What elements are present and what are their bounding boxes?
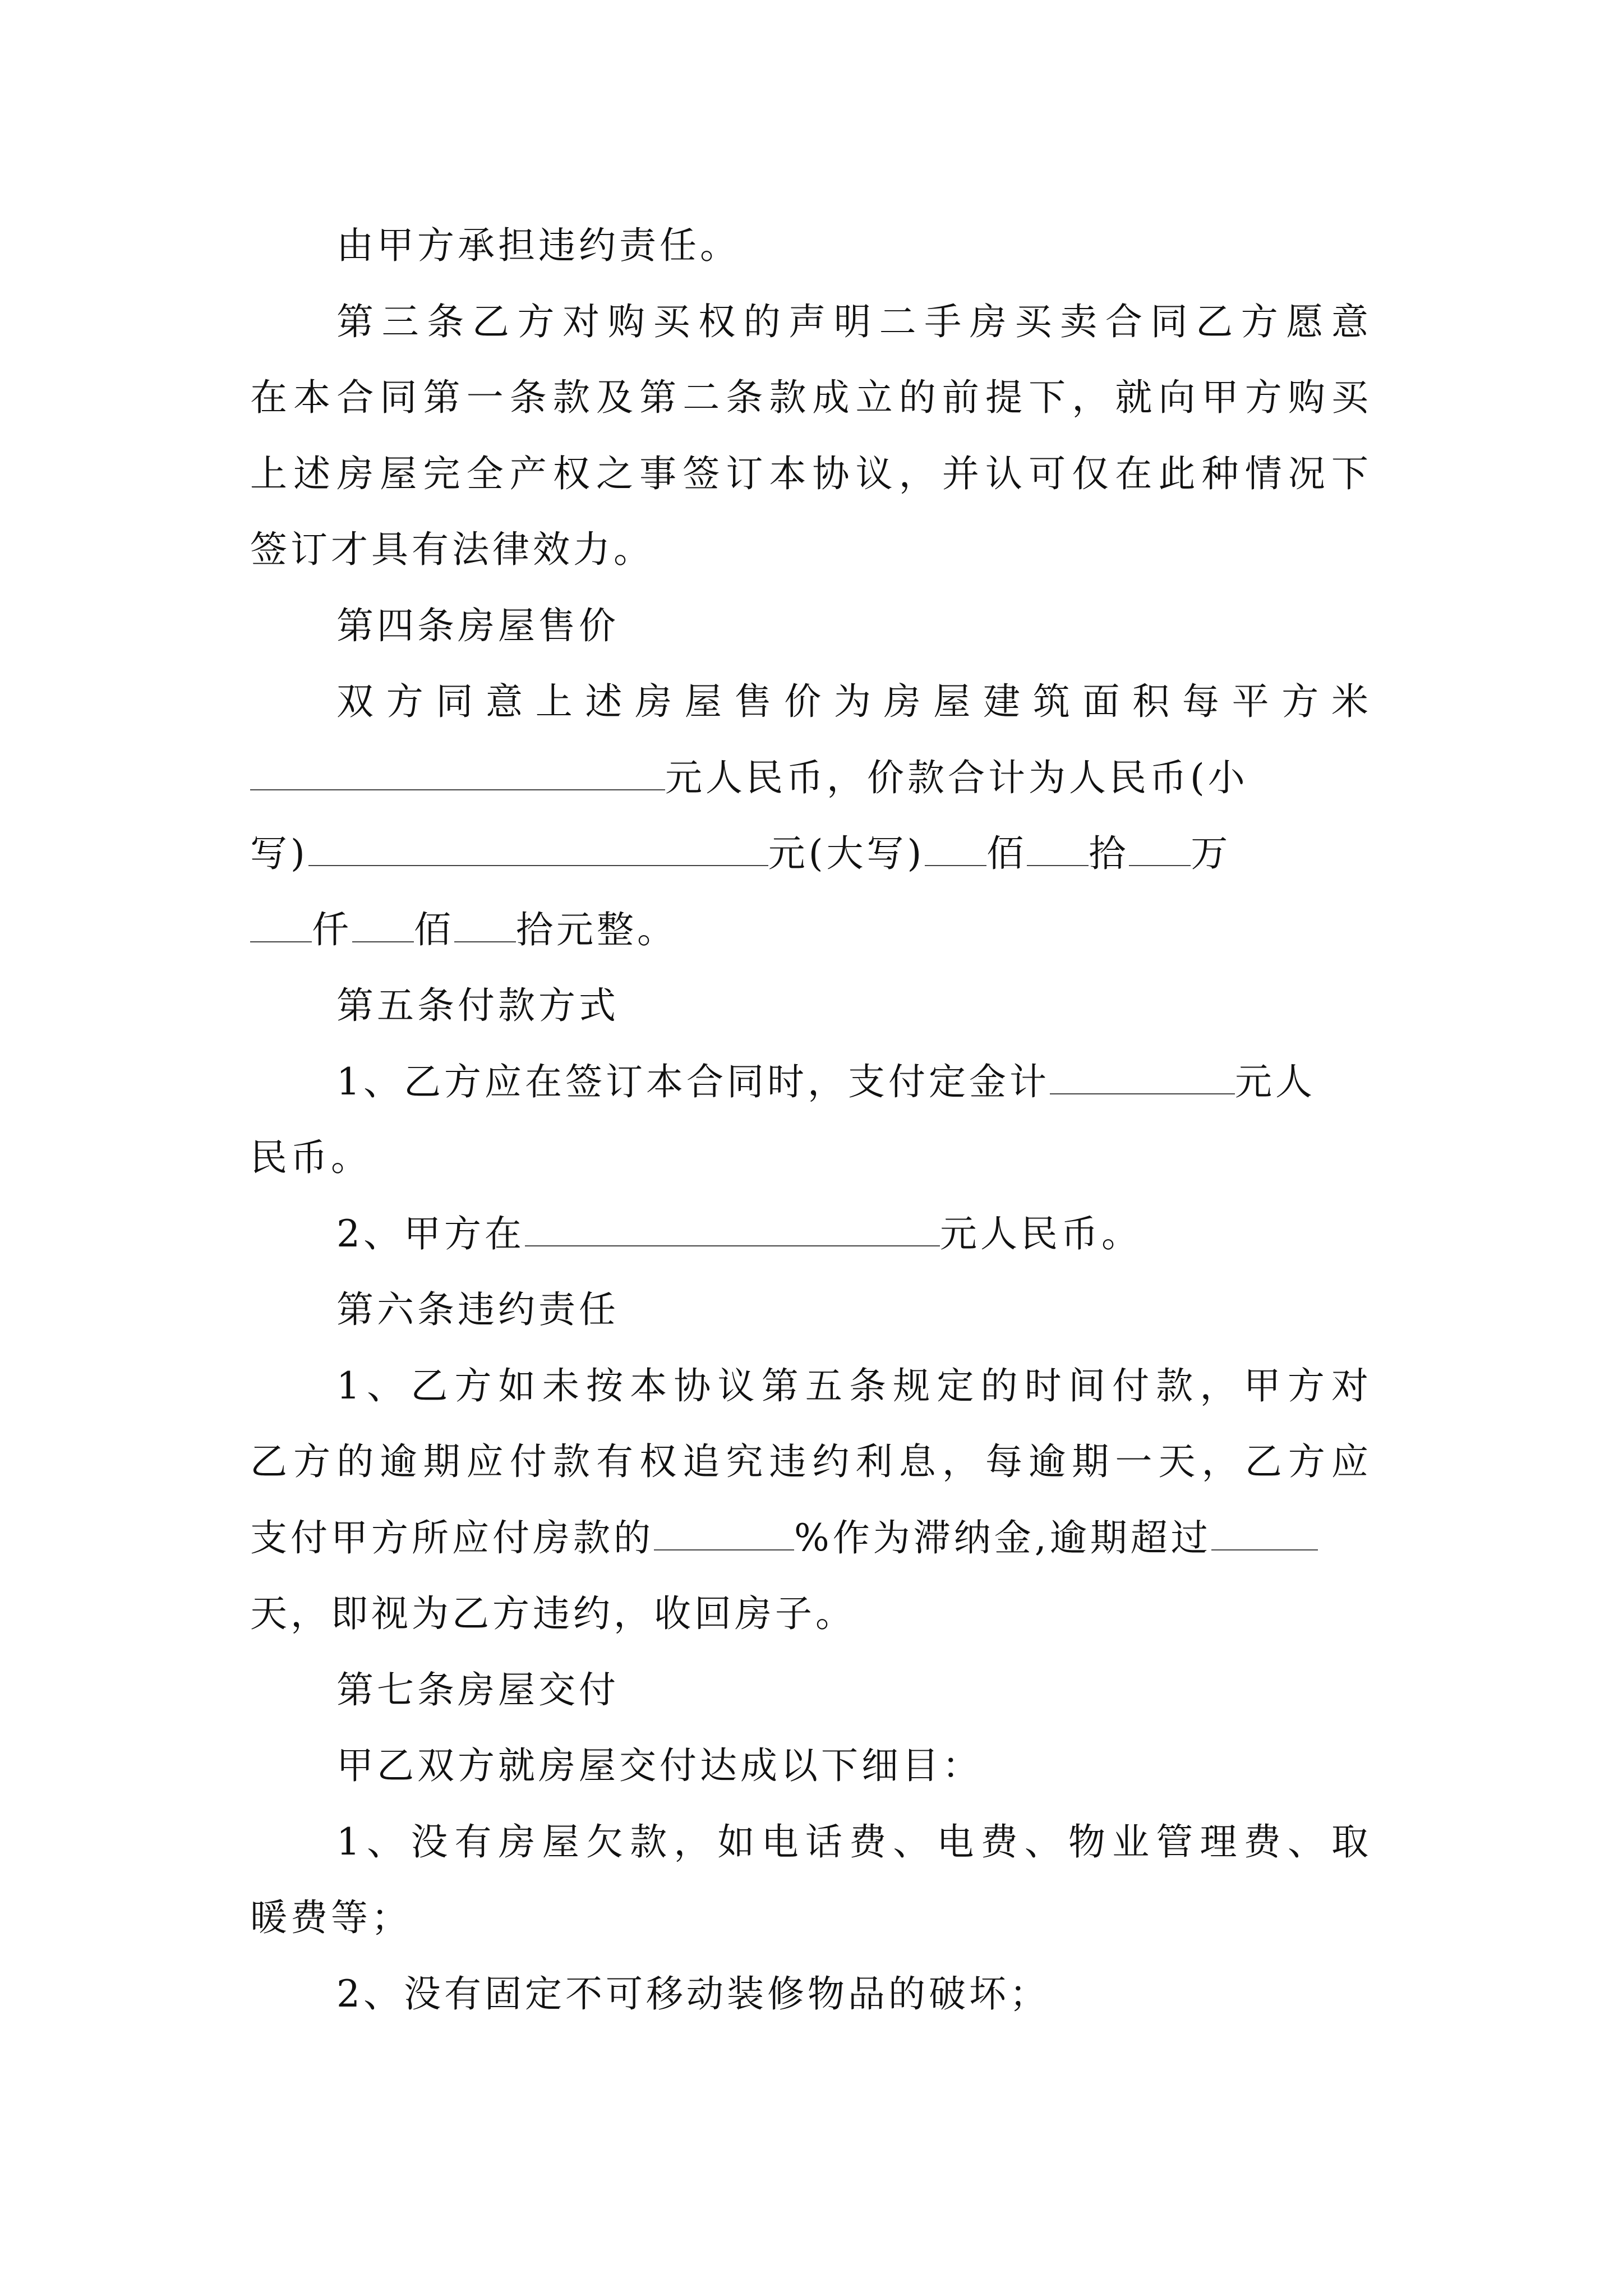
blank-field[interactable] [1050, 1061, 1235, 1094]
price-line-3-text: 写) [250, 832, 308, 875]
payment-line-2: 民币。 [250, 1136, 371, 1179]
breach-line-2: 乙方的逾期应付款有权追究违约利息，每逾期一天，乙方应 [250, 1440, 1372, 1483]
blank-field[interactable] [250, 757, 665, 790]
article-4-heading: 第四条房屋售价 [336, 604, 619, 647]
article-3-line-1: 第三条乙方对购买权的声明二手房买卖合同乙方愿意 [336, 300, 1372, 343]
blank-field[interactable] [1027, 832, 1089, 866]
price-line-3-text: 佰 [986, 832, 1027, 875]
article-3-line-3: 上述房屋完全产权之事签订本协议，并认可仅在此种情况下 [250, 452, 1372, 495]
price-line-3-text: 拾 [1089, 832, 1129, 875]
delivery-intro: 甲乙双方就房屋交付达成以下细目： [336, 1744, 983, 1787]
payment-line-3-text: 2、甲方在 [336, 1212, 525, 1255]
price-line-4-text: 拾元整。 [516, 908, 677, 951]
article-5-heading: 第五条付款方式 [336, 984, 619, 1027]
blank-field[interactable] [654, 1517, 794, 1550]
price-line-2 [250, 740, 1372, 816]
price-line-3-text: 元(大写) [768, 832, 925, 875]
blank-field[interactable] [352, 909, 414, 942]
blank-field[interactable] [1211, 1517, 1318, 1550]
breach-line-4: 天，即视为乙方违约，收回房子。 [250, 1592, 856, 1635]
payment-line-3-text: 元人民币。 [940, 1212, 1142, 1255]
price-line-4-text: 仟 [312, 908, 352, 951]
breach-line-3-text: %作为滞纳金,逾期超过 [794, 1516, 1211, 1559]
blank-field[interactable] [525, 1213, 940, 1246]
payment-line-1 [250, 1044, 1372, 1120]
article-3-line-4: 签订才具有法律效力。 [250, 528, 654, 571]
article-6-heading: 第六条违约责任 [336, 1288, 619, 1331]
payment-line-1-text: 1、乙方应在签订本合同时，支付定金计 [336, 1060, 1050, 1103]
payment-line-3 [250, 1196, 1372, 1272]
price-line-3-text: 万 [1191, 832, 1232, 875]
price-line-2-text: 元人民币，价款合计为人民币(小 [665, 756, 1248, 799]
delivery-item-2: 2、没有固定不可移动装修物品的破坏； [336, 1972, 1050, 2016]
article-3-line-2: 在本合同第一条款及第二条款成立的前提下，就向甲方购买 [250, 376, 1372, 419]
breach-line-1: 1、乙方如未按本协议第五条规定的时间付款，甲方对 [336, 1364, 1372, 1407]
blank-field[interactable] [308, 832, 768, 866]
breach-line-3-text: 支付甲方所应付房款的 [250, 1516, 654, 1559]
price-line-4 [250, 892, 1372, 968]
blank-field[interactable] [925, 832, 986, 866]
delivery-item-1-line-1: 1、没有房屋欠款，如电话费、电费、物业管理费、取 [336, 1820, 1372, 1864]
blank-field[interactable] [454, 909, 516, 942]
paragraph-line: 由甲方承担违约责任。 [336, 224, 740, 267]
price-line-4-text: 佰 [414, 908, 454, 951]
article-7-heading: 第七条房屋交付 [336, 1668, 619, 1711]
delivery-item-1-line-2: 暖费等； [250, 1896, 412, 1939]
payment-line-1-text: 元人 [1235, 1060, 1316, 1103]
blank-field[interactable] [1129, 832, 1191, 866]
price-line-3 [250, 816, 1372, 892]
price-line-1: 双方同意上述房屋售价为房屋建筑面积每平方米 [336, 680, 1372, 723]
blank-field[interactable] [250, 909, 312, 942]
breach-line-3 [250, 1500, 1372, 1576]
document-body [250, 208, 1372, 2032]
